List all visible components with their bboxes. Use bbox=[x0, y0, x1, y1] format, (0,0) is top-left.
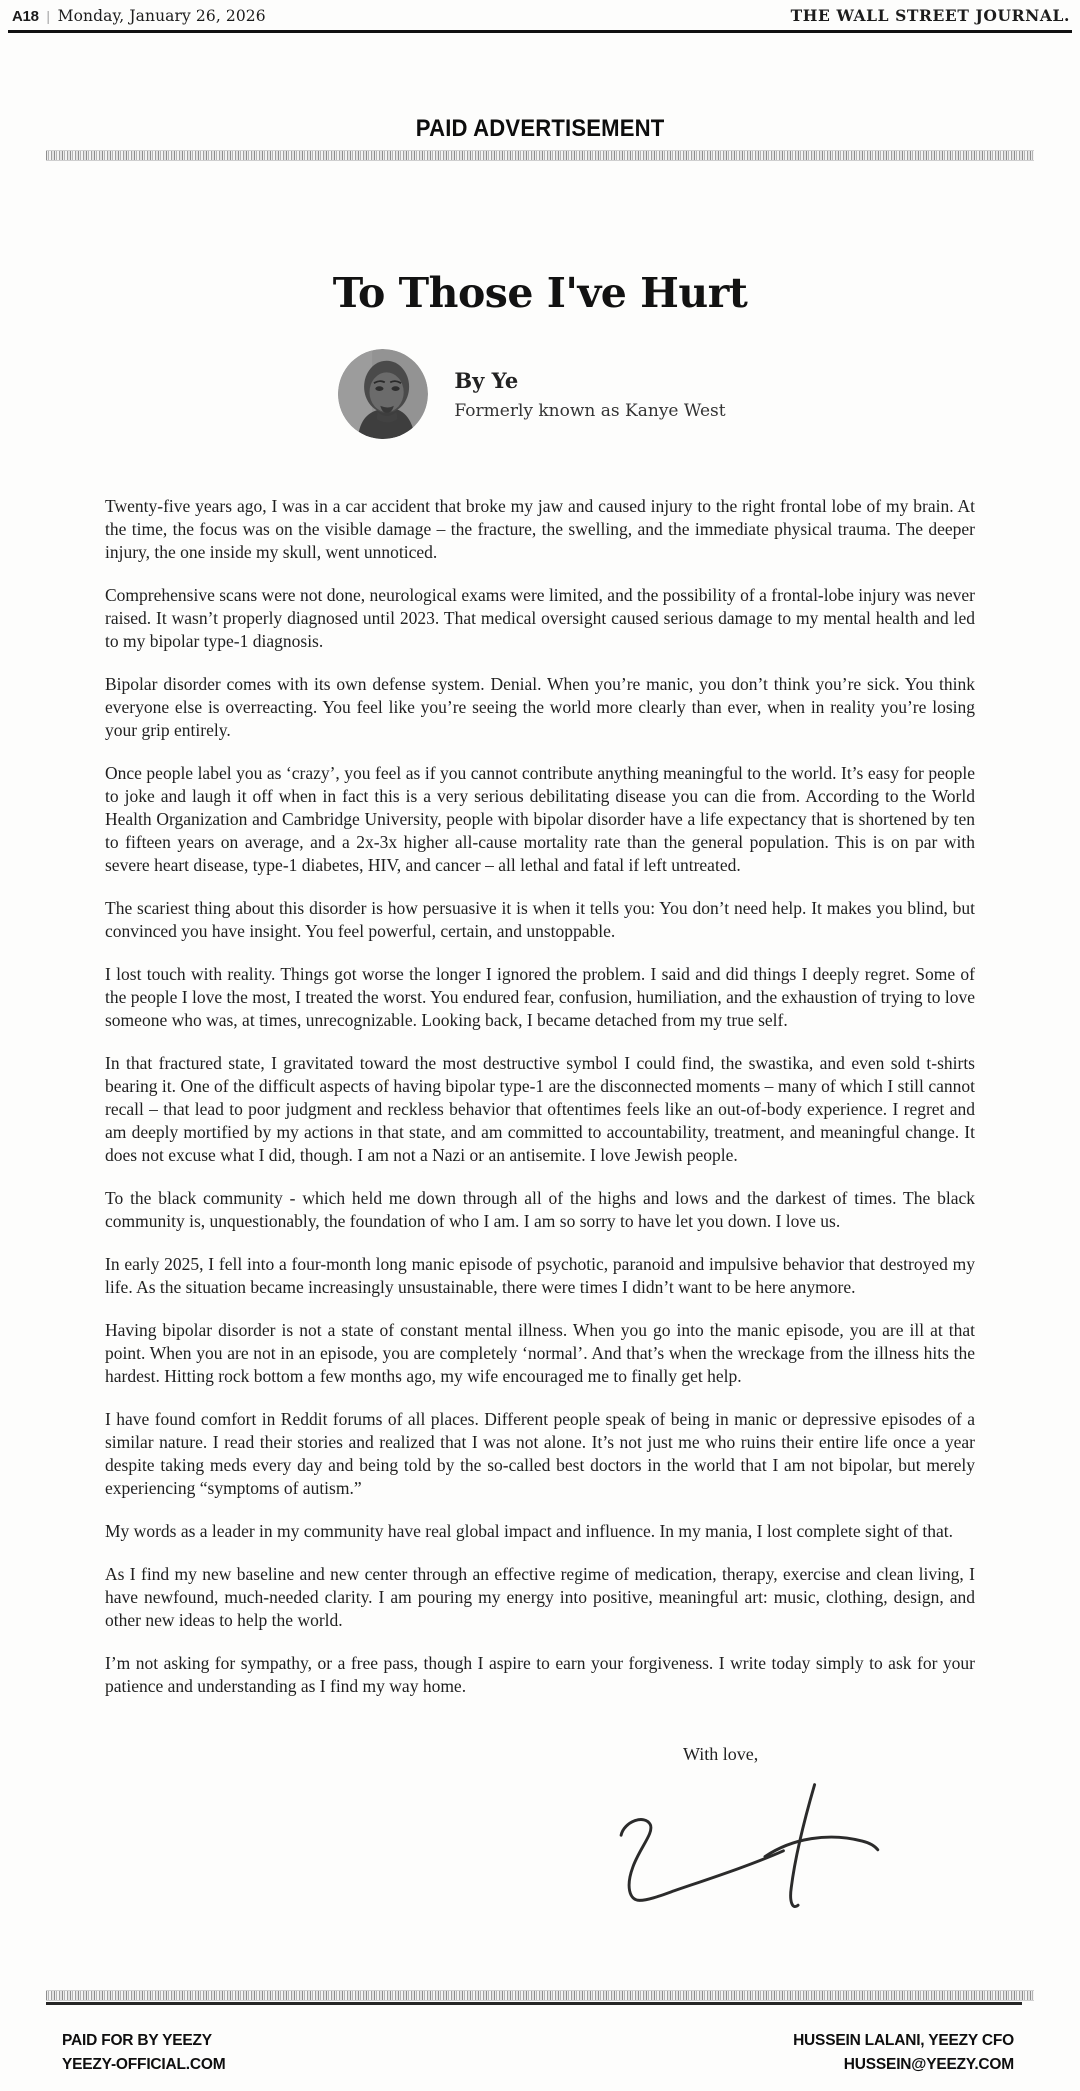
paragraph: Twenty-five years ago, I was in a car accident that broke my jaw and caused injury to the right frontal lobe of my brain. At the time, the focus was on the visible damage – the fracture, the swelling, and the immediate physical trauma. The deeper injury, the one inside my skull, went unnoticed. bbox=[105, 496, 975, 562]
masthead-rule bbox=[8, 30, 1072, 33]
contact-name-text: HUSSEIN LALANI, YEEZY CFO bbox=[793, 2032, 1014, 2049]
paragraph: Having bipolar disorder is not a state of constant mental illness. When you go into the manic episode, you are ill at that point. When you are not in an episode, you are completely ‘normal’. And that’s when the wreckage from the illness hits the hardest. Hitting rock bottom a few months ago, my wife encouraged me to finally get help. bbox=[105, 1320, 975, 1386]
paragraph: The scariest thing about this disorder is how persuasive it is when it tells you: You don’t need help. It makes you blind, but convinced you have insight. You feel powerful, certain, and unstoppable. bbox=[105, 898, 975, 941]
footer-spacer bbox=[0, 2077, 1080, 2091]
paragraph: My words as a leader in my community have real global impact and influence. In my mania, I lost complete sight of that. bbox=[105, 1521, 954, 1541]
masthead-separator: | bbox=[46, 9, 50, 25]
contact-email-text: HUSSEIN@YEEZY.COM bbox=[843, 2056, 1014, 2073]
newspaper-title: THE WALL STREET JOURNAL. bbox=[790, 6, 1070, 25]
masthead bbox=[0, 0, 1080, 30]
article-body bbox=[105, 495, 975, 1718]
footer-left bbox=[62, 2029, 225, 2077]
footer-columns bbox=[0, 2005, 1080, 2077]
website-text: YEEZY-OFFICIAL.COM bbox=[62, 2056, 226, 2073]
paragraph: Comprehensive scans were not done, neurological exams were limited, and the possibility of a frontal-lobe injury was never raised. It wasn’t properly diagnosed until 2023. That medical oversight caused serious damage to my mental health and led to my bipolar type-1 diagnosis. bbox=[105, 585, 975, 651]
paragraph: In early 2025, I fell into a four-month long manic episode of psychotic, paranoid and impulsive behavior that destroyed my life. As the situation became increasingly unsustainable, there were times I didn’t want to be here anymore. bbox=[105, 1254, 975, 1297]
paid-advertisement-label: PAID ADVERTISEMENT bbox=[415, 115, 665, 142]
byline-block bbox=[338, 349, 725, 439]
byline-text bbox=[454, 368, 725, 421]
page-footer bbox=[0, 1983, 1080, 2091]
paragraph: As I find my new baseline and new center through an effective regime of medication, therapy, exercise and clean living, I have newfound, much-needed clarity. I am pouring my energy into positive, meaningful art: music, clothing, design, and other new ideas to help the world. bbox=[105, 1564, 975, 1630]
byline-author: By Ye bbox=[454, 367, 519, 393]
paragraph: I’m not asking for sympathy, or a free pass, though I aspire to earn your forgiveness. I write today simply to ask for your patience and understanding as I find my way home. bbox=[105, 1653, 975, 1696]
footer-right bbox=[793, 2029, 1014, 2077]
signature bbox=[570, 1773, 890, 1948]
paid-for-by-text: PAID FOR BY YEEZY bbox=[62, 2032, 212, 2049]
masthead-date: Monday, January 26, 2026 bbox=[57, 7, 266, 25]
paragraph: Once people label you as ‘crazy’, you feel as if you cannot contribute anything meaningful to the world. It’s easy for people to joke and laugh it off when in fact this is a very serious debilitating disease you can die from. According to the World Health Organization and Cambridge University, people with bipolar disorder have a life expectancy that is shortened by ten to fifteen years on average, and a 2x-3x higher all-cause mortality rate than the general population. This is on par with severe heart disease, type-1 diabetes, HIV, and cancer – all lethal and fatal if left untreated. bbox=[105, 763, 975, 875]
paragraph: Bipolar disorder comes with its own defense system. Denial. When you’re manic, you don’t think you’re sick. You think everyone else is overreacting. You feel like you’re seeing the world more clearly than ever, when in reality you’re losing your grip entirely. bbox=[105, 674, 975, 740]
article-title: To Those I've Hurt bbox=[332, 269, 748, 317]
paragraph: I have found comfort in Reddit forums of all places. Different people speak of being in manic or depressive episodes of a similar nature. I read their stories and realized that I was not alone. It’s not just me who ruins their entire life once a year despite taking meds every day and being told by the so-called best doctors in the world that I am not bipolar, but merely experiencing “symptoms of autism.” bbox=[105, 1409, 975, 1498]
closing-text: With love, bbox=[683, 1744, 759, 1764]
paragraph: I lost touch with reality. Things got worse the longer I ignored the problem. I said and did things I deeply regret. Some of the people I love the most, I treated the worst. You endured fear, confusion, humiliation, and the exhaustion of trying to love someone who was, at times, unrecognizable. Looking back, I became detached from my true self. bbox=[105, 964, 975, 1030]
byline-subtitle: Formerly known as Kanye West bbox=[454, 400, 726, 421]
masthead-left bbox=[12, 7, 266, 26]
closing-line bbox=[105, 1744, 975, 1765]
paragraph: To the black community - which held me down through all of the highs and lows and the darkest of times. The black community is, unquestionably, the foundation of who I am. I am so sorry to have let you down. I love us. bbox=[105, 1188, 975, 1231]
hatch-divider-bottom bbox=[46, 1990, 1034, 2001]
paragraph: In that fractured state, I gravitated toward the most destructive symbol I could find, the swastika, and even sold t-shirts bearing it. One of the difficult aspects of having bipolar type-1 are the disconnected moments – many of which I still cannot recall – that lead to poor judgment and reckless behavior that oftentimes feels like an out-of-body experience. I regret and am deeply mortified by my actions in that state, and am committed to accountability, treatment, and meaningful change. It does not excuse what I did, though. I am not a Nazi or an antisemite. I love Jewish people. bbox=[105, 1053, 975, 1165]
ad-label-wrap bbox=[0, 115, 1080, 143]
author-portrait-icon bbox=[338, 349, 428, 439]
page-number: A18 bbox=[12, 8, 39, 25]
ye-signature-icon bbox=[570, 1773, 890, 1948]
author-photo bbox=[338, 349, 428, 439]
hatch-divider-top bbox=[46, 150, 1034, 161]
